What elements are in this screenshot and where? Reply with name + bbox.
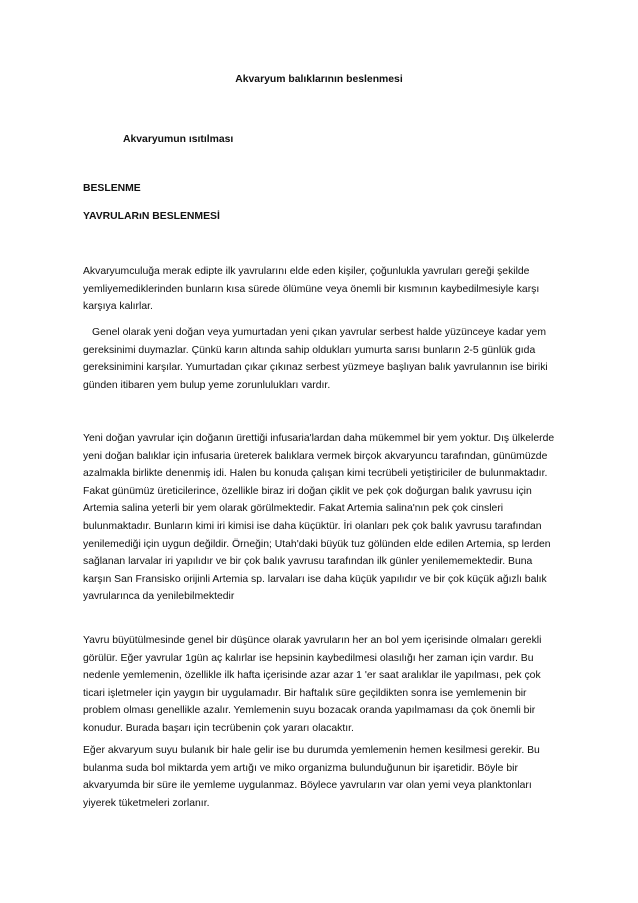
paragraph-5: Eğer akvaryum suyu bulanık bir hale gelir ise bu durumda yemlemenin hemen kesilmesi gerekir. Bu bulanma suda bol miktarda yem artığı ve miko organizma bulunduğunun bir işaretidir. Böyle bir akvaryumda bir süre ile yemleme uygulanmaz. Böylece yavruların var olan yemi veya planktonları yiyerek tüketmeleri zorlanır. bbox=[83, 745, 540, 809]
heading-yavrularin-beslenmesi: YAVRULARıN BESLENMESİ bbox=[83, 211, 220, 222]
paragraph-3: Yeni doğan yavrular için doğanın ürettiği infusaria'lardan daha mükemmel bir yem yoktur. Dış ülkelerde yeni doğan balıklar için infusaria üreterek balıklara vermek birçok akvaryuncu tarafından, günümüzde azalmakla birlikte denenmiş idi. Halen bu konuda çalışan kimi tecrübeli yetiştiriciler de bulunmaktadır. Fakat günümüz üreticilerince, özellikle biraz iri doğan çiklit ve pek çok doğurgan balık yavrusu için Artemia salina yeterli bir yem olarak görülmektedir. Fakat Artemia salina'nın pek çok cinsleri bulunmaktadır. Bunların kimi iri kimisi ise daha küçüktür. İri olanları pek çok balık yavrusu tarafından yenilemediği için uygun değildir. Örneğin; Utah'daki büyük tuz gölünden elde edilen Artemia, sp lerden sağlanan larvalar iri yapılıdır ve bir çok balık yavrusu tarafından ilk günler yenilememektedir. Buna karşın San Fransisko orijinli Artemia sp. larvaları ise daha küçük yapılıdır ve bir çok küçük ağızlı balık yavrularınca da yenilebilmektedir bbox=[83, 433, 555, 603]
heading-beslenme: BESLENME bbox=[83, 183, 141, 194]
paragraph-1: Akvaryumculuğa merak edipte ilk yavrularını elde eden kişiler, çoğunlukla yavruları gereği şekilde yemliyemediklerinden bunların kısa sürede ölümüne veya önemli bir kısmının kaybedilmesiyle karşı karşıya kalırlar. bbox=[83, 266, 540, 313]
paragraph-2: Genel olarak yeni doğan veya yumurtadan yeni çıkan yavrular serbest halde yüzünceye kadar yem gereksinimi duymazlar. Çünkü karın altında sahip oldukları yumurta sarısı bunların 2-5 günlük gıda gereksinimini karşılar. Yumurtadan çıkar çıkınaz serbest yüzmeye başlıyan balık yavrulannın ise biriki günden itibaren yem bulup yeme zorunlulukları vardır. bbox=[83, 327, 548, 391]
section-subtitle: Akvaryumun ısıtılması bbox=[123, 134, 234, 145]
paragraph-4: Yavru büyütülmesinde genel bir düşünce olarak yavruların her an bol yem içerisinde olmaları gerekli görülür. Eğer yavrular 1gün aç kalırlar ise hepsinin kaybedilmesi olasılığı her zaman için vardır. Bu nedenle yemlemenin, özellikle ilk hafta içerisinde azar azar 1 'er saat aralıklar ile yapılması, pek çok ticari işletmeler için yaygın bir uygulamadır. Bir haftalık süre geçildikten sonra ise yemlemenin bir problem olması genellikle azalır. Yemlemenin suyu bozacak oranda yapılmaması da çok önemli bir konudur. Burada başarı için tecrübenin çok yararı olacaktır. bbox=[83, 635, 542, 734]
document-title: Akvaryum balıklarının beslenmesi bbox=[235, 74, 403, 85]
